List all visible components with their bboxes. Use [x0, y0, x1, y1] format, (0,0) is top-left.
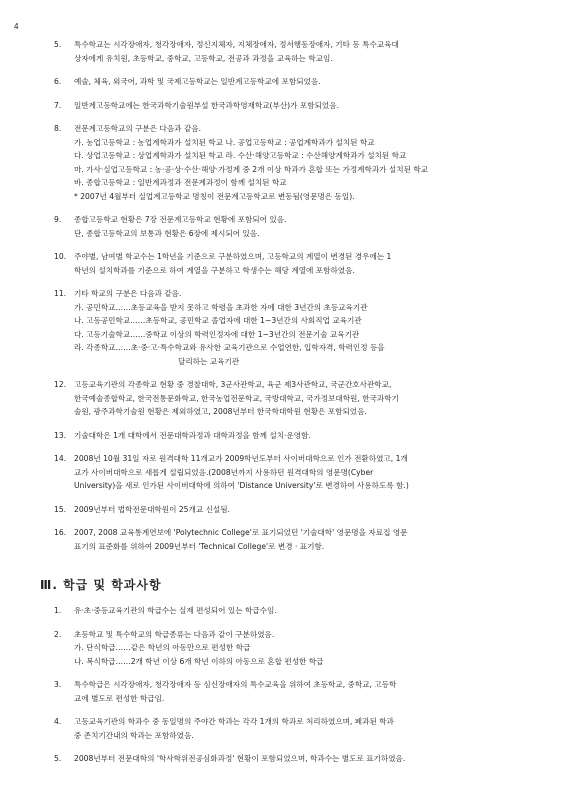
section-item: [54, 752, 536, 766]
notes-list: [54, 38, 536, 563]
section-item-line: 교에 별도로 편성한 학급임.: [74, 693, 165, 703]
page-number: 4: [14, 22, 19, 31]
note-item-line: 가. 공민학교……초등교육을 받지 못하고 학령을 초과한 자에 대한 3년간의 초등교육기관: [74, 302, 368, 312]
note-item-line: University)을 새로 인가된 사이버대학에 의하여 'Distance University'로 변경하여 사용하도록 함.): [74, 481, 409, 490]
note-item-number: 8.: [54, 124, 62, 133]
section-item-line: 고등교육기관의 학과수 중 동일명의 주야간 학과는 각각 1개의 학과로 처리하였으며, 폐과된 학과: [74, 717, 394, 726]
note-item-line: 다. 고등기술학교……중학교 이상의 학력인정자에 대한 1~3년간의 전문기술 교육기관: [74, 329, 360, 339]
note-item: [54, 378, 536, 419]
section-item-number: 1.: [54, 606, 62, 615]
note-item-line: 기술대학은 1개 대학에서 전문대학과정과 대학과정을 함께 설치·운영함.: [74, 430, 311, 440]
note-item-line: 고등교육기관의 각종학교 현황 중 경찰대학, 3군사관학교, 육군 제3사관학교, 국군간호사관학교,: [74, 380, 392, 389]
note-item-line: 기타 학교의 구분은 다음과 같음.: [74, 289, 182, 298]
section-item-number: 4.: [54, 717, 62, 726]
section-item-line: 가. 단식학급……같은 학년의 아동만으로 편성한 학급: [74, 643, 251, 652]
note-item-number: 9.: [54, 215, 62, 224]
note-item-line: 예술, 체육, 외국어, 과학 및 국제고등학교는 일반계고등학교에 포함되었음.: [74, 77, 321, 86]
note-item-number: 14.: [54, 454, 67, 463]
section-item-number: 3.: [54, 680, 62, 689]
note-item-line: 종합고등학교 현황은 7장 전문계고등학교 현황에 포함되어 있음.: [74, 215, 287, 224]
note-item: [54, 429, 536, 443]
note-item-number: 5.: [54, 40, 62, 49]
note-item-line: 달리하는 교육기관: [178, 356, 240, 366]
note-item: [54, 250, 536, 277]
note-item-line: 술원, 광주과학기술원 현황은 제외하였고, 2008년부터 한국학대학원 현황은 포함되었음.: [74, 407, 367, 416]
section-item-number: 2.: [54, 629, 62, 639]
note-item: [54, 122, 536, 203]
note-item-number: 11.: [54, 289, 67, 298]
note-item-line: 상자에게 유치원, 초등학교, 중학교, 고등학교, 전공과 과정을 교육하는 학교임.: [74, 53, 333, 63]
section-item-line: 중 존치기간내의 학과는 포함하였음.: [74, 730, 194, 740]
note-item: [54, 213, 536, 240]
note-item-line: 마. 가사·실업고등학교 : 농·공·상·수산·해양·가정계 중 2개 이상 학과가 혼합 또는 가정계학과가 설치된 학교: [74, 164, 429, 174]
note-item-line: 주야별, 남여별 학교수는 1학년을 기준으로 구분하였으며, 고등학교의 계열이 변경된 경우에는 1: [74, 252, 392, 261]
section-item-line: 2008년부터 전문대학의 '학사학위전공심화과정' 현황이 포함되었으며, 학과수는 별도로 표기하였음.: [74, 754, 406, 763]
section-items-list: [54, 604, 536, 776]
note-item-line: 일반계고등학교에는 한국과학기술원부설 한국과학영재학교(부산)가 포함되었음.: [74, 100, 339, 110]
note-item-number: 16.: [54, 528, 67, 537]
note-item-line: 2009년부터 법학전문대학원이 25개교 신설됨.: [74, 504, 231, 514]
note-item-line: 라. 각종학교……초·중·고·특수학교와 유사한 교육기관으로 수업연한, 입학자격, 학력인정 등을: [74, 343, 385, 352]
section-item: [54, 678, 536, 705]
section-item-line: 유·초·중등교육기관의 학급수는 실제 편성되어 있는 학급수임.: [74, 606, 277, 615]
note-item-number: 13.: [54, 430, 67, 440]
section-item-line: 특수학급은 시각장애자, 청각장애자 등 심신장애자의 특수교육을 위하여 초등학교, 중학교, 고등학: [74, 680, 397, 689]
section-item-line: 나. 복식학급……2개 학년 이상 6개 학년 이하의 아동으로 혼합 편성한 학급: [74, 656, 324, 666]
note-item-line: 2007, 2008 교육통계연보에 'Polytechnic College'로 표기되었던 '기술대학' 영문명을 자료집 영문: [74, 528, 408, 537]
section-title: Ⅲ. 학급 및 학과사항: [40, 578, 162, 592]
note-item-line: 바. 종합고등학교 : 일반계과정과 전문계과정이 함께 설치된 학교: [74, 178, 287, 187]
note-item: [54, 503, 536, 517]
note-item-line: * 2007년 4월부터 실업계고등학교 명칭이 전문계고등학교로 변동됨(영문명은 동일).: [74, 191, 355, 201]
note-item-line: 전문계고등학교의 구분은 다음과 같음.: [74, 124, 202, 133]
note-item-line: 특수학교는 시각장애자, 청각장애자, 정신지체자, 지체장애자, 정서행동장애자, 기타 등 특수교육대: [74, 40, 399, 49]
note-item: [54, 38, 536, 65]
note-item-line: 나. 고등공민학교……초등학교, 공민학교 졸업자에 대한 1~3년간의 사회직업 교육기관: [74, 316, 362, 325]
section-item: [54, 604, 536, 618]
note-item: [54, 526, 536, 553]
note-item-line: 학년의 설치학과를 기준으로 하여 계열을 구분하고 학생수는 해당 계열에 포함하였음.: [74, 265, 355, 275]
note-item-line: 한국예술종합학교, 한국전통문화학교, 한국농업전문학교, 국방대학교, 국가정보대학원, 한국과학기: [74, 393, 399, 403]
section-item: [54, 715, 536, 742]
section-item-line: 초등학교 및 특수학교의 학급종류는 다음과 같이 구분하였음.: [74, 629, 275, 639]
note-item-number: 6.: [54, 77, 62, 86]
section-item: [54, 628, 536, 669]
note-item-line: 단, 종합고등학교의 보통과 현황은 6장에 제시되어 있음.: [74, 228, 260, 238]
section-item-number: 5.: [54, 754, 62, 763]
note-item-line: 교가 사이버대학으로 새롭게 설립되었음.(2008년까지 사용하던 원격대학의 영문명(Cyber: [74, 467, 374, 477]
note-item: [54, 452, 536, 493]
note-item-number: 7.: [54, 100, 62, 110]
note-item-line: 다. 상업고등학교 : 상업계학과가 설치된 학교 라. 수산·해양고등학교 : 수산해양계학과가 설치된 학교: [74, 151, 407, 160]
note-item-number: 12.: [54, 380, 67, 389]
note-item-line: 가. 농업고등학교 : 농업계학과가 설치된 학교 나. 공업고등학교 : 공업계학과가 설치된 학교: [74, 137, 375, 147]
note-item-number: 15.: [54, 504, 67, 514]
note-item: [54, 75, 536, 89]
note-item: [54, 287, 536, 368]
note-item: [54, 99, 536, 113]
note-item-line: 2008년 10월 31일 자로 원격대학 11개교가 2009학년도부터 사이버대학으로 인가 전환하였고, 1개: [74, 454, 408, 463]
note-item-line: 표기의 표준화를 위하여 2009년부터 'Technical College'로 변경 · 표기함.: [74, 541, 325, 551]
note-item-number: 10.: [54, 252, 67, 261]
